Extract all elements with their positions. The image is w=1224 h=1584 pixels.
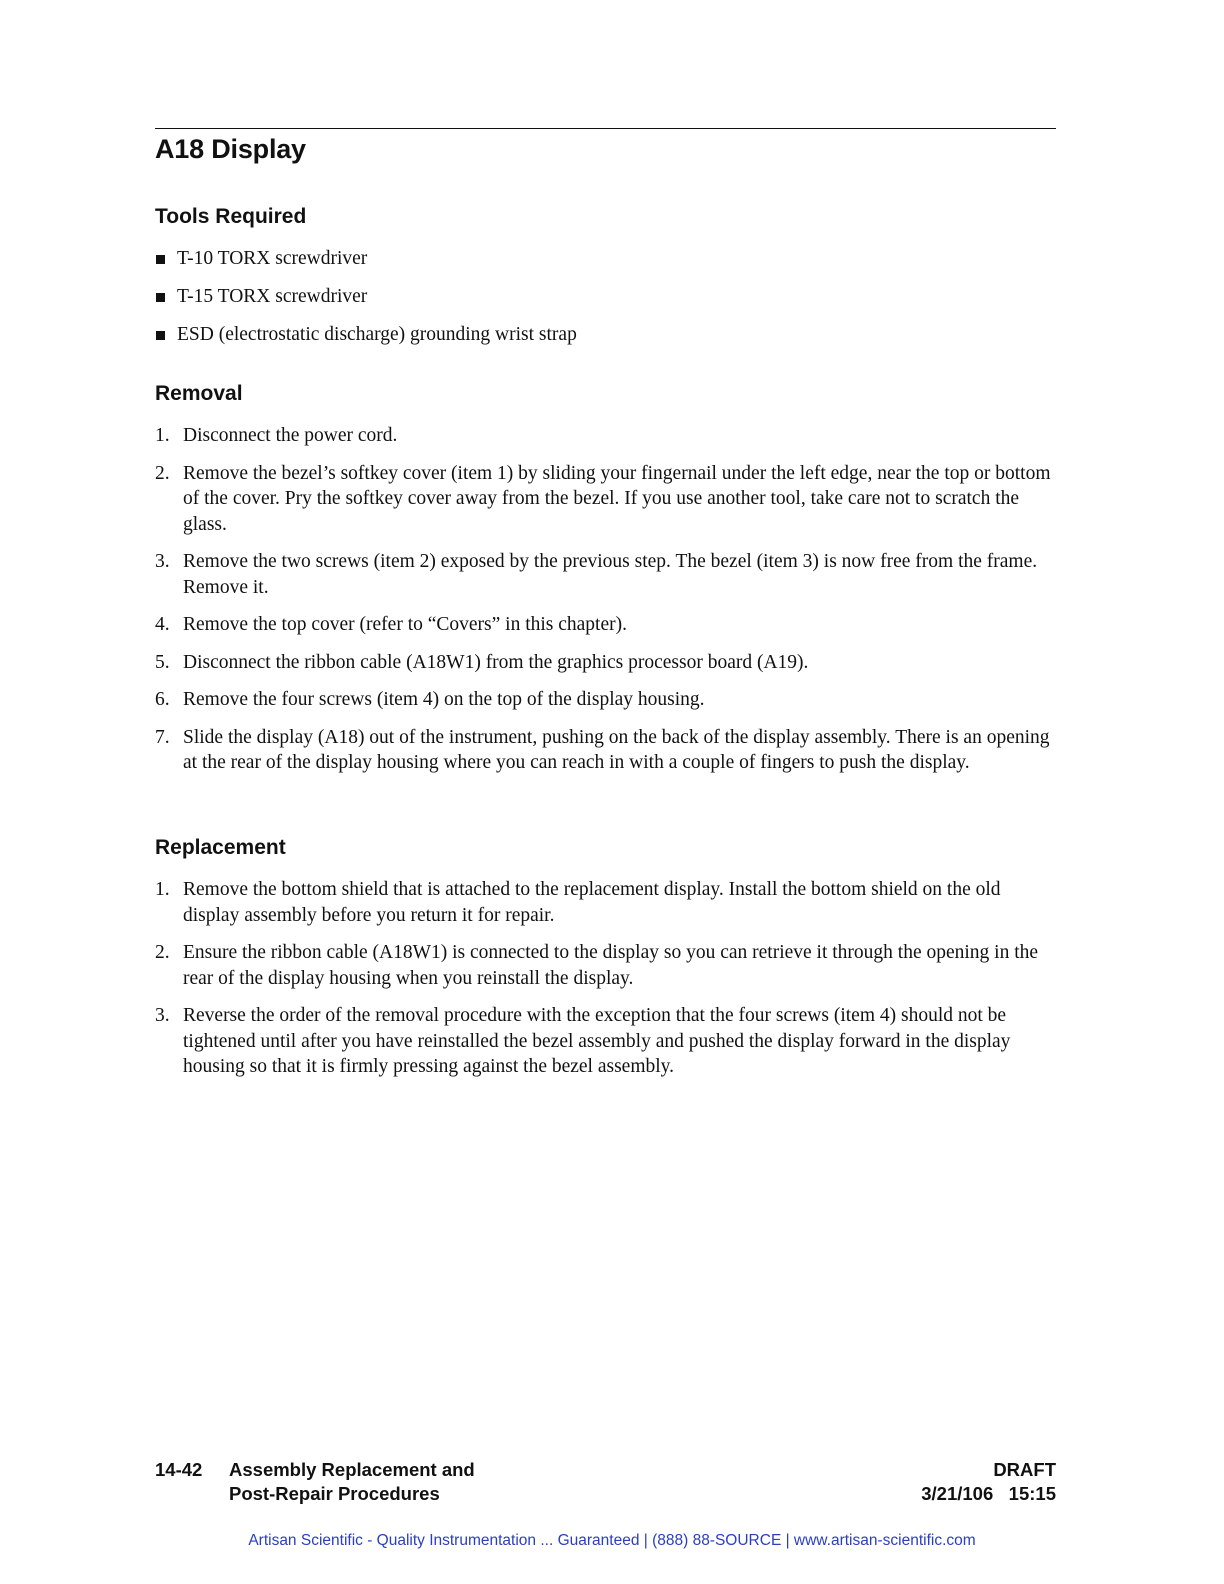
page-title: A18 Display bbox=[155, 134, 306, 164]
list-item: 2. Ensure the ribbon cable (A18W1) is connected to the display so you can retrieve it through the opening in the rear of the display housing when you reinstall the display. bbox=[155, 942, 1039, 989]
list-item: T-15 TORX screwdriver bbox=[155, 284, 1056, 310]
list-item: 4. Remove the top cover (refer to “Covers” in this chapter). bbox=[155, 614, 627, 635]
removal-heading: Removal bbox=[155, 382, 243, 405]
replacement-steps bbox=[155, 877, 1056, 1092]
list-item: 1. Remove the bottom shield that is attached to the replacement display. Install the bottom shield on the old display assembly before you return it for repair. bbox=[155, 879, 1001, 926]
replacement-heading: Replacement bbox=[155, 836, 286, 859]
footer-status bbox=[921, 1458, 1056, 1506]
title-rule bbox=[155, 128, 1056, 129]
footer-section-title: Assembly Replacement and Post-Repair Procedures bbox=[229, 1459, 475, 1504]
list-item: 2. Remove the bezel’s softkey cover (item 1) by sliding your fingernail under the left edge, near the top or bottom of the cover. Pry the softkey cover away from the bezel. If you use another tool, take care not to scratch the glass. bbox=[155, 462, 1051, 535]
list-item: 3. Reverse the order of the removal procedure with the exception that the four screws (item 4) should not be tightened until after you have reinstalled the bezel assembly and pushed the display forward in the display housing so that it is firmly pressing against the bezel assembly. bbox=[155, 1005, 1011, 1077]
tools-heading: Tools Required bbox=[155, 205, 307, 228]
list-item: 7. Slide the display (A18) out of the instrument, pushing on the back of the display assembly. There is an opening at the rear of the display housing where you can reach in with a couple of fingers to push the display. bbox=[155, 726, 1050, 773]
square-bullet-icon bbox=[156, 255, 165, 264]
list-item: ESD (electrostatic discharge) grounding wrist strap bbox=[155, 322, 1056, 348]
square-bullet-icon bbox=[156, 331, 165, 340]
list-item: T-10 TORX screwdriver bbox=[155, 246, 1056, 272]
list-item: 5. Disconnect the ribbon cable (A18W1) from the graphics processor board (A19). bbox=[155, 651, 809, 673]
list-item: 3. Remove the two screws (item 2) exposed by the previous step. The bezel (item 3) is now free from the frame. Remove it. bbox=[155, 551, 1038, 598]
tools-list bbox=[155, 246, 1056, 360]
footer-page-number: 14-42 bbox=[155, 1459, 203, 1480]
footer-timestamp: 3/21/106 15:15 bbox=[921, 1483, 1056, 1504]
draft-label: DRAFT bbox=[993, 1459, 1056, 1480]
square-bullet-icon bbox=[156, 293, 165, 302]
removal-steps bbox=[155, 423, 1056, 788]
list-item: 1. Disconnect the power cord. bbox=[155, 425, 398, 446]
list-item: 6. Remove the four screws (item 4) on the top of the display housing. bbox=[155, 689, 705, 710]
vendor-banner-link[interactable]: Artisan Scientific - Quality Instrumentation ... Guaranteed | (888) 88-SOURCE | www.artisan-scientific.com bbox=[248, 1532, 976, 1549]
